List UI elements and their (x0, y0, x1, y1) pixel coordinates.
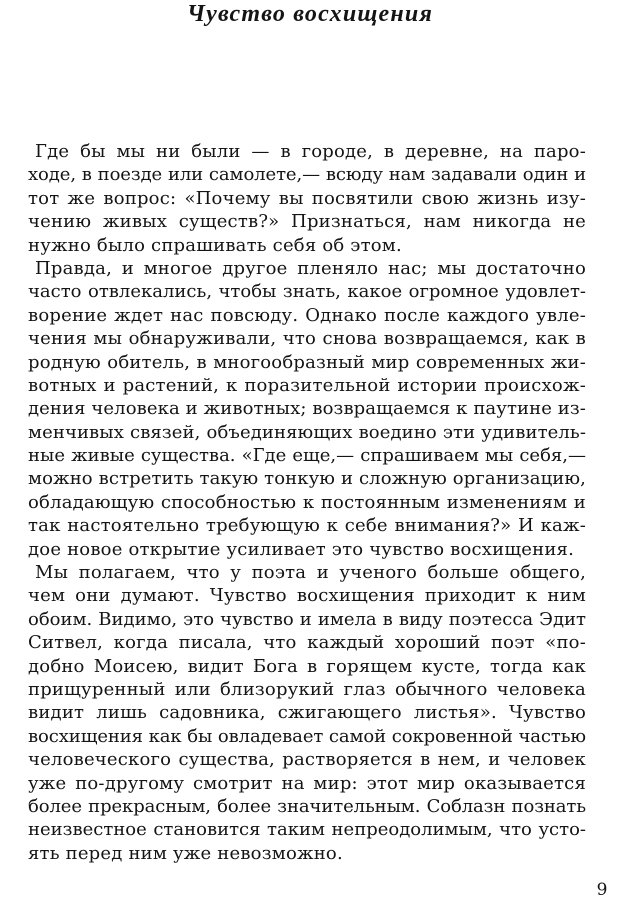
paragraph (0, 140, 620, 257)
text-line: восхищения как бы овладевает самой сокровенной частью (28, 725, 586, 747)
text-line: Правда, и многое другое пленяло нас; мы достаточно (35, 257, 586, 279)
text-line: обладающую способностью к постоянным изменениям и (28, 491, 586, 513)
text-line: так настоятельно требующую к себе внимания?» И каж- (28, 515, 586, 537)
text-line: Ситвел, когда писала, что каждый хороший поэт «по- (28, 632, 586, 654)
text-line: можно встретить такую тонкую и сложную организацию, (28, 468, 586, 490)
text-line: уже по-другому смотрит на мир: этот мир оказывается (28, 772, 586, 794)
text-line: Где бы мы ни были — в городе, в деревне, на паро- (35, 141, 586, 162)
paragraph (0, 561, 620, 865)
body-text (0, 140, 620, 865)
text-line: родную обитель, в многообразный мир современных жи- (28, 351, 586, 373)
text-line: обоим. Видимо, это чувство и имела в виду поэтесса Эдит (28, 608, 586, 630)
text-line: ворение ждет нас повсюду. Однако после каждого увле- (28, 304, 586, 326)
text-line: человеческого существа, растворяется в нем, и человек (28, 749, 586, 771)
text-line: тот же вопрос: «Почему вы посвятили свою жизнь изу- (28, 187, 586, 209)
text-line: ные живые существа. «Где еще,— спрашиваем мы себя,— (28, 445, 586, 467)
text-line: Мы полагаем, что у поэта и ученого больше общего, (35, 562, 586, 584)
text-line: дое новое открытие усиливает это чувство восхищения. (28, 538, 575, 560)
text-line: прищуренный или близорукий глаз обычного человека (28, 678, 586, 700)
text-line: чем они думают. Чувство восхищения приходит к ним (28, 585, 586, 607)
text-line: ходе, в поезде или самолете,— всюду нам задавали один и (28, 164, 586, 186)
text-line: нужно было спрашивать себя об этом. (28, 234, 402, 256)
text-line: чению живых существ?» Признаться, нам никогда не (28, 211, 586, 233)
text-line: видит лишь садовника, сжигающего листья». Чувство (28, 702, 586, 724)
text-line: неизвестное становится таким непреодолимым, что усто- (28, 819, 586, 841)
text-line: чения мы обнаруживали, что снова возвращаемся, как в (28, 328, 586, 350)
text-line: менчивых связей, объединяющих воедино эти удивитель- (28, 421, 586, 443)
paragraph (0, 257, 620, 561)
page-number: 9 (596, 880, 608, 900)
chapter-title: Чувство восхищения (186, 1, 434, 27)
text-line: более прекрасным, более значительным. Соблазн познать (28, 795, 586, 817)
text-line: добно Моисею, видит Бога в горящем кусте, тогда как (28, 655, 586, 677)
text-line: ять перед ним уже невозможно. (28, 842, 343, 864)
text-line: часто отвлекались, чтобы знать, какое огромное удовлет- (28, 281, 586, 303)
text-line: вотных и растений, к поразительной истории происхож- (28, 374, 586, 396)
text-line: дения человека и животных; возвращаемся к паутине из- (28, 398, 586, 420)
